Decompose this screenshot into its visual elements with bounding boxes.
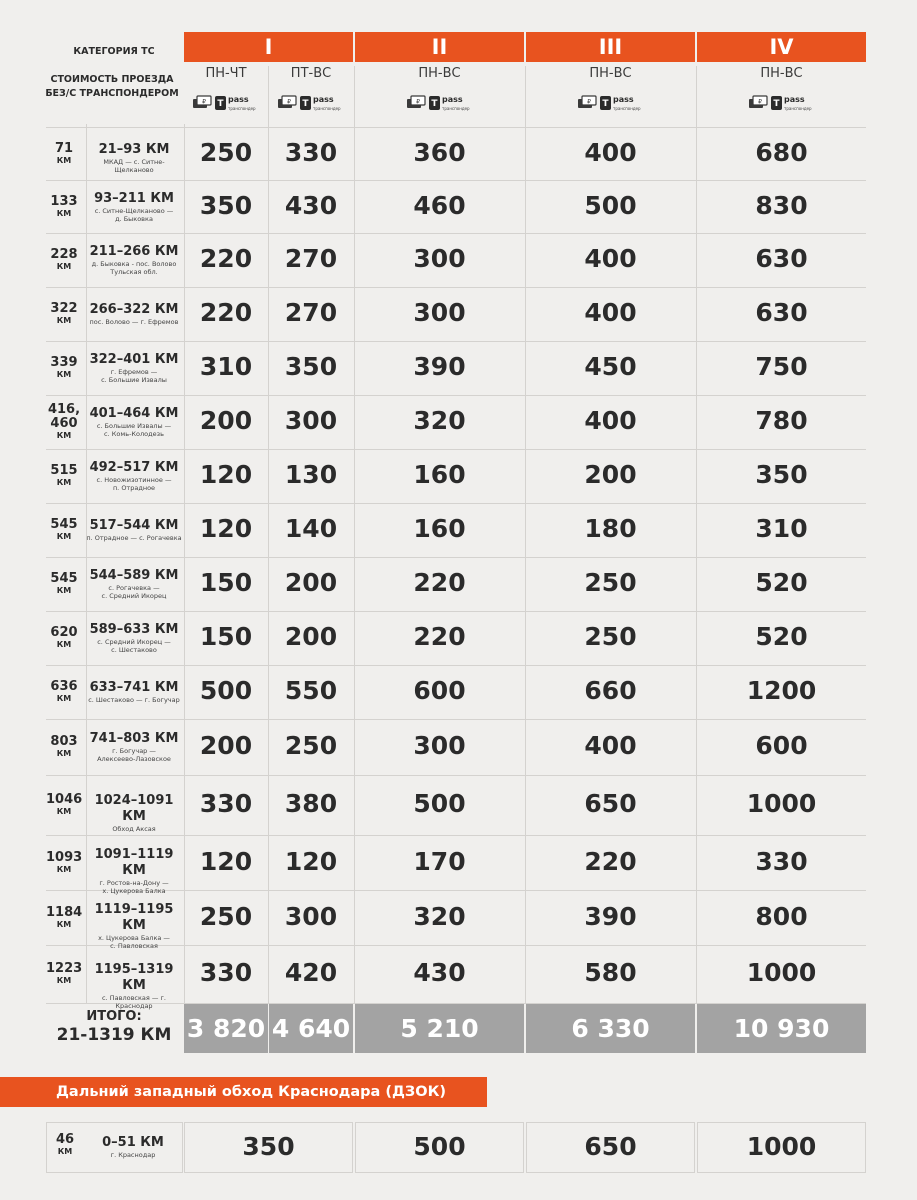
price-cat2: 300 <box>413 244 466 273</box>
transponder-text: транспондер <box>442 106 470 111</box>
cost-label-line1: СТОИМОСТЬ ПРОЕЗДА <box>50 74 174 85</box>
row-km-unit: КМ <box>56 532 72 541</box>
transponder-icon <box>600 96 611 110</box>
row-km-value: 1046 <box>46 792 83 807</box>
price-cat2: 430 <box>413 958 466 987</box>
svg-text:₽: ₽ <box>758 98 762 106</box>
row-km-unit: КМ <box>56 694 72 703</box>
row-route-desc: с. Павловская <box>110 941 158 950</box>
grid-horizontal-line <box>46 835 866 836</box>
dzok-price-cat1: 350 <box>242 1132 295 1161</box>
price-cat1-fri-sun: 300 <box>284 901 338 931</box>
price-cat1-fri-sun: 270 <box>284 244 338 273</box>
price-cat2: 160 <box>413 514 466 543</box>
row-range: 1195–1319 КМ <box>94 962 174 993</box>
price-cat2: 600 <box>413 676 466 705</box>
subhead-cat4: ПН-ВС <box>760 66 803 81</box>
price-cat1-mon-thu: 120 <box>199 846 253 876</box>
cash-and-transponder-icon <box>405 92 475 114</box>
row-km <box>46 572 82 596</box>
row-route-desc: п. Отрадное <box>112 484 156 492</box>
svg-text:₽: ₽ <box>416 98 420 106</box>
total-cat2: 5 210 <box>355 1004 524 1053</box>
row-route-desc: с. Павловская — г. Краснодар <box>102 994 166 1010</box>
row-range: 401–464 КМ <box>89 406 179 421</box>
price-cat4: 350 <box>755 460 808 489</box>
price-cat2: 460 <box>413 190 466 220</box>
price-cat2: 320 <box>413 901 466 931</box>
transponder-icon <box>771 96 782 110</box>
totals-label <box>46 1010 182 1046</box>
dzok-segment <box>87 1135 179 1159</box>
category-ii-header: II <box>355 32 524 62</box>
price-cat1-fri-sun: 430 <box>284 190 338 220</box>
price-cat3: 400 <box>584 731 637 760</box>
row-km-unit: КМ <box>56 155 72 165</box>
row-range: 93–211 КМ <box>94 190 174 206</box>
row-km-unit: КМ <box>56 919 72 929</box>
price-cat1-fri-sun: 420 <box>284 958 338 987</box>
price-cat1-mon-thu: 220 <box>199 298 253 327</box>
cash-icon <box>278 96 296 108</box>
row-route-desc: с. Рогачевка — <box>108 584 160 592</box>
svg-text:₽: ₽ <box>287 98 291 106</box>
price-cat4: 630 <box>755 298 808 327</box>
dzok-price-cat4: 1000 <box>746 1132 817 1161</box>
price-cat3: 400 <box>584 406 637 435</box>
pass-text: pass <box>442 95 463 104</box>
price-cat1-fri-sun: 550 <box>284 676 338 705</box>
row-km-unit: КМ <box>56 976 72 985</box>
price-cat1-mon-thu: 200 <box>199 406 253 435</box>
row-km-unit: КМ <box>56 478 72 487</box>
price-cat2: 220 <box>413 568 466 597</box>
row-km <box>46 962 82 986</box>
dzok-label-box <box>46 1122 183 1173</box>
transponder-text: транспондер <box>228 106 256 111</box>
dzok-range: 0–51 КМ <box>102 1135 164 1150</box>
price-cat4: 1200 <box>746 676 817 705</box>
dzok-price-box-cat1 <box>184 1122 353 1173</box>
price-cat2: 300 <box>413 731 466 760</box>
row-km <box>46 464 82 488</box>
row-route-desc: п. Отрадное — с. Рогачевка <box>86 534 182 542</box>
row-segment <box>84 622 184 654</box>
row-km-value: 545 <box>50 517 78 532</box>
cash-and-transponder-icon <box>191 92 261 114</box>
total-cat1-fri-sun: 4 640 <box>269 1004 353 1053</box>
row-km-value: 545 <box>50 571 78 586</box>
price-cat4: 1000 <box>746 958 817 987</box>
row-route-desc: с. Шестаково <box>111 646 157 654</box>
price-cat1-mon-thu: 500 <box>199 676 253 705</box>
price-cat4: 780 <box>755 406 808 435</box>
row-segment <box>84 568 184 600</box>
row-km-unit: КМ <box>56 807 72 816</box>
row-km-value: 1093 <box>46 849 83 865</box>
price-cat3: 400 <box>584 298 637 327</box>
price-cat1-mon-thu: 150 <box>199 568 253 597</box>
svg-text:T: T <box>302 99 309 109</box>
total-cat1-mon-thu: 3 820 <box>184 1004 268 1053</box>
subhead-fri-sun: ПТ-ВС <box>290 66 332 81</box>
pass-text: pass <box>313 95 334 104</box>
row-segment <box>84 191 184 223</box>
row-route-desc: г. Ростов-на-Дону — <box>99 878 169 887</box>
cost-label <box>42 73 182 101</box>
row-km <box>46 906 82 930</box>
price-cat1-mon-thu: 200 <box>199 731 253 760</box>
row-segment <box>84 460 184 492</box>
price-cat1-fri-sun: 200 <box>284 568 338 597</box>
price-cat1-mon-thu: 350 <box>199 190 253 220</box>
row-route-desc: д. Быковка - пос. Волово <box>91 260 177 268</box>
price-cat3: 450 <box>584 352 637 381</box>
row-km <box>46 195 82 219</box>
row-range: 633–741 КМ <box>89 680 179 695</box>
cash-and-transponder-icon <box>747 92 817 114</box>
price-cat3: 390 <box>584 901 637 931</box>
price-cat2: 300 <box>413 298 466 327</box>
grid-horizontal-line <box>46 287 866 288</box>
price-cat1-fri-sun: 380 <box>284 789 338 818</box>
totals-label-line1: ИТОГО: <box>86 1009 142 1024</box>
row-route-desc: с. Средний Икорец <box>101 592 167 600</box>
subhead-cat2: ПН-ВС <box>418 66 461 81</box>
row-km <box>46 403 82 441</box>
price-cat1-mon-thu: 120 <box>199 460 253 489</box>
price-cat2: 220 <box>413 622 466 651</box>
dzok-km <box>47 1133 83 1157</box>
row-range: 1091–1119 КМ <box>94 846 174 878</box>
price-cat1-mon-thu: 330 <box>199 958 253 987</box>
row-km <box>46 248 82 272</box>
price-cat2: 360 <box>413 137 466 167</box>
row-range: 266–322 КМ <box>89 302 179 317</box>
price-cat3: 180 <box>584 514 637 543</box>
row-route-desc: Алексеево-Лазовское <box>97 755 171 763</box>
row-km <box>46 851 82 875</box>
pass-text: pass <box>784 95 805 104</box>
row-km <box>46 680 82 704</box>
price-cat4: 1000 <box>746 789 817 818</box>
price-cat1-fri-sun: 130 <box>284 460 338 489</box>
price-cat3: 580 <box>584 958 637 987</box>
price-cat4: 750 <box>755 352 808 381</box>
price-cat1-fri-sun: 120 <box>284 846 338 876</box>
price-cat1-fri-sun: 300 <box>284 406 338 435</box>
row-km-value: 803 <box>50 734 78 749</box>
row-segment <box>84 962 184 1010</box>
total-cat4: 10 930 <box>697 1004 866 1053</box>
cost-label-line2: БЕЗ/С ТРАНСПОНДЕРОМ <box>45 88 179 99</box>
row-route-desc: с. Средний Икорец — <box>97 638 171 646</box>
grid-horizontal-line <box>46 449 866 450</box>
grid-horizontal-line <box>46 180 866 181</box>
row-segment <box>84 302 184 326</box>
price-cat4: 680 <box>755 137 808 167</box>
row-route-desc: х. Цукерова Балка <box>102 886 166 895</box>
row-route-desc: с. Комь-Колодезь <box>104 430 164 438</box>
row-route-desc: х. Цукерова Балка — <box>98 933 170 942</box>
row-km <box>46 626 82 650</box>
row-route-desc: МКАД — с. Ситне-Щелканово <box>103 157 165 174</box>
row-km-value: 416, 460 <box>47 402 81 431</box>
grid-horizontal-line <box>46 127 866 128</box>
transponder-text: транспондер <box>313 106 341 111</box>
row-segment <box>84 406 184 438</box>
price-cat1-fri-sun: 140 <box>284 514 338 543</box>
dzok-desc: г. Краснодар <box>110 1151 156 1159</box>
price-cat4: 830 <box>755 190 808 220</box>
category-iii-header: III <box>526 32 695 62</box>
row-route-desc: Обход Аксая <box>112 825 156 833</box>
row-km-value: 71 <box>54 140 74 156</box>
row-route-desc: с. Большие Извалы — <box>96 422 172 430</box>
subhead-cat3: ПН-ВС <box>589 66 632 81</box>
price-cat2: 160 <box>413 460 466 489</box>
row-km <box>46 518 82 542</box>
row-km <box>46 735 82 759</box>
grid-horizontal-line <box>46 557 866 558</box>
transponder-icon <box>300 96 311 110</box>
price-cat3: 400 <box>584 137 637 167</box>
price-cat1-fri-sun: 270 <box>284 298 338 327</box>
row-segment <box>84 793 184 833</box>
row-route-desc: пос. Волово — г. Ефремов <box>89 318 179 326</box>
row-segment <box>84 244 184 276</box>
svg-text:T: T <box>602 99 609 109</box>
row-segment <box>84 352 184 384</box>
svg-text:₽: ₽ <box>587 98 591 106</box>
total-cat3: 6 330 <box>526 1004 695 1053</box>
cash-icon <box>193 96 211 108</box>
price-cat2: 170 <box>413 846 466 876</box>
price-cat1-mon-thu: 150 <box>199 622 253 651</box>
dzok-price-cat3: 650 <box>584 1132 637 1161</box>
row-range: 517–544 КМ <box>89 518 179 533</box>
cash-icon <box>749 96 767 108</box>
category-label: КАТЕГОРИЯ ТС <box>73 46 155 57</box>
price-cat1-mon-thu: 310 <box>199 352 253 381</box>
row-range: 1024–1091 КМ <box>94 793 174 824</box>
price-cat3: 200 <box>584 460 637 489</box>
row-range: 544–589 КМ <box>89 568 179 583</box>
category-i-header: I <box>184 32 353 62</box>
price-cat1-mon-thu: 250 <box>199 901 253 931</box>
price-cat3: 660 <box>584 676 637 705</box>
cash-and-transponder-icon <box>276 92 346 114</box>
grid-horizontal-line <box>46 611 866 612</box>
price-cat3: 250 <box>584 622 637 651</box>
price-cat1-fri-sun: 200 <box>284 622 338 651</box>
subhead-mon-thu: ПН-ЧТ <box>205 66 247 81</box>
row-segment <box>84 731 184 763</box>
price-cat2: 500 <box>413 789 466 818</box>
price-cat3: 400 <box>584 244 637 273</box>
dzok-price-box-cat2 <box>355 1122 524 1173</box>
price-cat2: 390 <box>413 352 466 381</box>
price-cat4: 330 <box>755 846 808 876</box>
price-cat4: 600 <box>755 731 808 760</box>
row-segment <box>84 847 184 895</box>
category-iv-header: IV <box>697 32 866 62</box>
row-km <box>46 302 82 326</box>
row-range: 21–93 КМ <box>98 141 170 157</box>
grid-horizontal-line <box>46 503 866 504</box>
grid-horizontal-line <box>46 395 866 396</box>
price-cat4: 800 <box>755 901 808 931</box>
row-km-unit: КМ <box>56 370 72 379</box>
row-km-value: 515 <box>50 463 78 478</box>
totals-label-line2: 21-1319 КМ <box>56 1025 172 1045</box>
price-cat4: 520 <box>755 568 808 597</box>
cash-icon <box>407 96 425 108</box>
price-cat1-fri-sun: 330 <box>284 137 338 167</box>
price-cat1-mon-thu: 120 <box>199 514 253 543</box>
svg-text:T: T <box>217 99 224 109</box>
grid-horizontal-line <box>46 233 866 234</box>
svg-text:₽: ₽ <box>202 98 206 106</box>
row-km <box>46 142 82 166</box>
price-cat4: 520 <box>755 622 808 651</box>
row-km-value: 228 <box>50 247 78 262</box>
row-route-desc: г. Ефремов — <box>110 368 158 376</box>
cash-icon <box>578 96 596 108</box>
row-km <box>46 793 82 817</box>
dzok-km-value: 46 <box>55 1132 75 1147</box>
row-range: 211–266 КМ <box>89 244 179 259</box>
row-range: 322–401 КМ <box>89 352 179 367</box>
row-km-unit: КМ <box>56 431 72 440</box>
row-km-value: 1223 <box>46 961 83 976</box>
price-cat3: 220 <box>584 846 637 876</box>
grid-horizontal-line <box>46 775 866 776</box>
price-cat1-mon-thu: 220 <box>199 244 253 273</box>
transponder-text: транспондер <box>613 106 641 111</box>
cash-and-transponder-icon <box>576 92 646 114</box>
price-cat3: 250 <box>584 568 637 597</box>
dzok-price-box-cat3 <box>526 1122 695 1173</box>
price-cat1-mon-thu: 250 <box>199 137 253 167</box>
row-route-desc: с. Ситне-Щелканово — <box>94 206 174 215</box>
row-km-value: 322 <box>50 301 78 316</box>
price-cat3: 500 <box>584 190 637 220</box>
row-km-unit: КМ <box>56 640 72 649</box>
row-segment <box>84 680 184 704</box>
row-km-value: 1184 <box>46 904 83 920</box>
row-range: 1119–1195 КМ <box>94 901 174 933</box>
row-km-unit: КМ <box>56 208 72 218</box>
price-cat1-fri-sun: 350 <box>284 352 338 381</box>
row-km-value: 620 <box>50 625 78 640</box>
price-cat1-mon-thu: 330 <box>199 789 253 818</box>
transponder-icon <box>429 96 440 110</box>
grid-horizontal-line <box>46 665 866 666</box>
row-range: 741–803 КМ <box>89 731 179 746</box>
row-segment <box>84 142 184 174</box>
price-cat4: 630 <box>755 244 808 273</box>
dzok-price-box-cat4 <box>697 1122 866 1173</box>
row-km-unit: КМ <box>56 749 72 758</box>
row-km-value: 636 <box>50 679 78 694</box>
transponder-icon <box>215 96 226 110</box>
row-km <box>46 356 82 380</box>
price-cat4: 310 <box>755 514 808 543</box>
svg-text:T: T <box>773 99 780 109</box>
row-km-unit: КМ <box>56 864 72 874</box>
row-route-desc: с. Большие Извалы <box>101 376 167 384</box>
row-route-desc: Тульская обл. <box>110 268 158 276</box>
row-route-desc: д. Быковка <box>115 214 153 223</box>
row-km-unit: КМ <box>56 262 72 271</box>
row-route-desc: с. Новожизотинное — <box>96 476 172 484</box>
row-route-desc: г. Богучар — <box>112 747 156 755</box>
grid-horizontal-line <box>46 719 866 720</box>
price-cat3: 650 <box>584 789 637 818</box>
transponder-text: транспондер <box>784 106 812 111</box>
row-segment <box>84 518 184 542</box>
pass-text: pass <box>228 95 249 104</box>
grid-horizontal-line <box>46 341 866 342</box>
dzok-title: Дальний западный обход Краснодара (ДЗОК) <box>0 1077 487 1107</box>
row-route-desc: с. Шестаково — г. Богучар <box>88 696 180 704</box>
row-km-value: 339 <box>50 355 78 370</box>
row-km-value: 133 <box>50 193 78 209</box>
svg-text:T: T <box>431 99 438 109</box>
pass-text: pass <box>613 95 634 104</box>
price-cat2: 320 <box>413 406 466 435</box>
price-cat1-fri-sun: 250 <box>284 731 338 760</box>
row-segment <box>84 902 184 950</box>
row-km-unit: КМ <box>56 316 72 325</box>
row-range: 492–517 КМ <box>89 460 179 475</box>
dzok-km-unit: КМ <box>57 1147 73 1156</box>
dzok-price-cat2: 500 <box>413 1132 466 1161</box>
row-range: 589–633 КМ <box>89 622 179 637</box>
row-km-unit: КМ <box>56 586 72 595</box>
